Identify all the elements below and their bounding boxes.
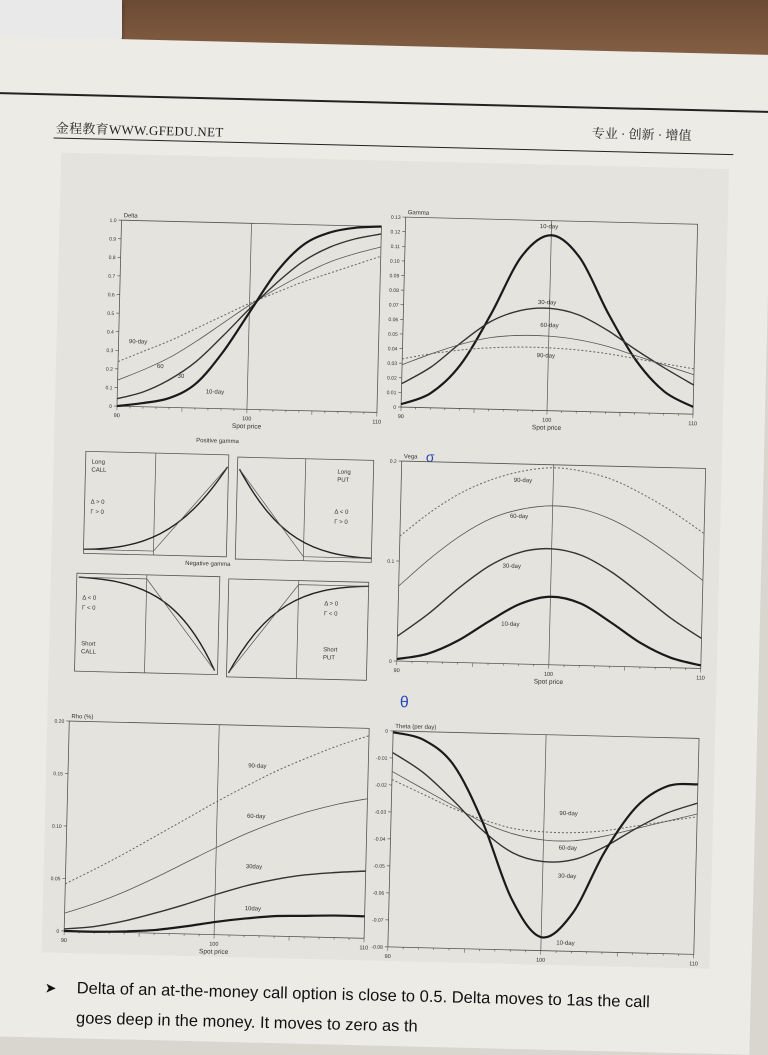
rho-ytick-label: 0.20 [54, 719, 64, 725]
vega-chart-title: Vega [404, 454, 418, 460]
rho-ytick-label: 0.15 [53, 771, 63, 777]
delta-chart-title: Delta [124, 213, 139, 219]
delta-ytick-label: 1.0 [109, 218, 116, 224]
negative-gamma-title: Negative gamma [185, 561, 231, 568]
gamma-xtick-label: 100 [542, 418, 551, 424]
book-page [0, 36, 768, 1055]
gamma-series-label: 30-day [538, 300, 557, 306]
theta-annotation: θ [400, 694, 409, 711]
header-slogan: 专业 · 创新 · 增值 [592, 123, 692, 144]
delta-xtick-label: 110 [372, 419, 381, 425]
payoff-frame-short-call [75, 573, 220, 674]
payoff-strike-long-put [303, 459, 305, 561]
gamma-atm-line [547, 221, 552, 411]
delta-ytick-label: 0 [109, 404, 112, 410]
header-rule-top [0, 92, 768, 113]
payoff-sign-short-put-1: Δ > 0 [324, 601, 339, 607]
gamma-ytick-label: 0.12 [391, 229, 401, 235]
payoff-sign-long-call-2: Γ > 0 [90, 509, 104, 515]
theta-chart [371, 724, 704, 969]
delta-xtick-label: 100 [242, 416, 251, 422]
delta-chart [105, 213, 386, 434]
payoff-strike-short-call [144, 575, 146, 673]
delta-series-label: 60 [157, 364, 164, 370]
delta-ytick-label: 0.9 [109, 236, 116, 242]
theta-atm-line [541, 735, 546, 951]
rho-xaxis-label: Spot price [199, 948, 229, 956]
theta-ytick-label: -0.06 [373, 891, 385, 897]
vega-xtick-label: 100 [544, 672, 553, 678]
rho-series-label: 60-day [247, 814, 266, 820]
theta-ytick-label: -0.08 [371, 944, 383, 950]
theta-series-label: 60-day [559, 846, 578, 852]
vega-ytick-label: 0.1 [387, 559, 394, 565]
theta-ytick-label: -0.04 [374, 837, 386, 843]
payoff-curve-short-call [77, 577, 217, 670]
positive-gamma-title: Positive gamma [196, 438, 239, 445]
gamma-ytick-label: 0.06 [388, 317, 398, 323]
gamma-chart [386, 210, 702, 436]
bullet-line-1: Delta of an at-the-money call option is close to 0.5. Delta moves to 1as the call [76, 973, 735, 1019]
delta-xaxis-label: Spot price [232, 423, 262, 431]
payoff-label-short-call-1: Short [81, 641, 96, 647]
gamma-xtick-label: 90 [398, 414, 404, 420]
theta-ytick-label: -0.02 [375, 783, 387, 789]
payoff-label-short-put-1: Short [323, 647, 338, 653]
payoff-diagrams [74, 435, 374, 680]
theta-ytick-label: -0.05 [373, 864, 385, 870]
vega-atm-line [549, 465, 554, 665]
payoff-sign-long-put-2: Γ > 0 [334, 519, 348, 525]
theta-xtick-label: 90 [384, 954, 390, 960]
vega-xaxis-label: Spot price [534, 678, 564, 686]
payoff-sign-long-put-1: Δ < 0 [334, 509, 349, 515]
delta-ytick-label: 0.1 [105, 385, 112, 391]
rho-series-label: 10day [245, 906, 262, 912]
vega-xtick-label: 90 [393, 668, 399, 674]
vega-series-label: 90-day [514, 478, 533, 484]
rho-xtick-label: 100 [209, 942, 218, 948]
theta-series-label: 10-day [556, 941, 575, 947]
gamma-series-label: 90-day [537, 353, 556, 359]
vega-xtick-label: 110 [696, 675, 705, 681]
gamma-ytick-label: 0.10 [390, 259, 400, 265]
gamma-ytick-label: 0.02 [387, 375, 397, 381]
delta-xtick-label: 90 [114, 413, 120, 419]
delta-ytick-label: 0.6 [108, 292, 115, 298]
rho-ytick-label: 0.10 [52, 824, 62, 830]
payoff-sign-short-call-2: Γ < 0 [82, 605, 96, 611]
gamma-chart-title: Gamma [408, 210, 430, 217]
payoff-label-short-put-2: PUT [323, 655, 335, 661]
vega-series-label: 10-day [501, 622, 520, 628]
delta-ytick-label: 0.2 [106, 367, 113, 373]
vega-ytick-label: 0 [389, 659, 392, 665]
vega-series-label: 30-day [502, 564, 521, 570]
delta-ytick-label: 0.4 [107, 329, 114, 335]
rho-xtick-label: 110 [359, 945, 368, 951]
payoff-strike-long-call [153, 453, 155, 555]
rho-chart-title: Rho (%) [71, 714, 93, 721]
bullet-paragraph [44, 973, 735, 1050]
payoff-strike-short-put [296, 581, 298, 679]
gamma-ytick-label: 0.11 [391, 244, 401, 250]
theta-series-label: 90-day [559, 811, 578, 817]
delta-ytick-label: 0.3 [106, 348, 113, 354]
payoff-sign-short-call-1: Δ < 0 [82, 595, 97, 601]
header-site: 金程教育WWW.GFEDU.NET [56, 118, 224, 141]
gamma-ytick-label: 0.01 [387, 390, 397, 396]
rho-atm-line [214, 725, 219, 935]
gamma-xaxis-label: Spot price [532, 424, 562, 432]
gamma-ytick-label: 0.03 [387, 361, 397, 367]
gamma-xtick-label: 110 [688, 421, 697, 427]
payoff-label-long-call-1: Long [92, 460, 106, 466]
figure-panel [42, 153, 729, 969]
bullet-arrow-icon: ➤ [44, 973, 56, 1003]
theta-xtick-label: 110 [689, 961, 698, 967]
theta-series-label: 30-day [558, 874, 577, 880]
gamma-ytick-label: 0.05 [388, 332, 398, 338]
theta-ytick-label: -0.01 [376, 756, 388, 762]
gamma-series-label: 10-day [540, 224, 559, 230]
gamma-ytick-label: 0.13 [391, 215, 401, 221]
gamma-ytick-label: 0.04 [388, 346, 398, 352]
bullet-line-2: goes deep in the money. It moves to zero as th [76, 1003, 735, 1049]
delta-series-label: 10-day [206, 389, 225, 395]
theta-ytick-label: -0.07 [372, 918, 384, 924]
rho-ytick-label: 0.05 [51, 876, 61, 882]
payoff-label-short-call-2: CALL [81, 649, 97, 655]
theta-ytick-label: 0 [385, 729, 388, 735]
delta-ytick-label: 0.7 [108, 274, 115, 280]
vega-annotation: σ [426, 449, 435, 465]
payoff-label-long-put-b: PUT [337, 478, 349, 484]
rho-ytick-label: 0 [56, 929, 59, 935]
gamma-series-label: 60-day [540, 323, 559, 329]
delta-series-label: 30 [177, 374, 184, 380]
rho-series-label: 90-day [248, 763, 267, 769]
vega-ytick-label: 0.2 [390, 459, 397, 465]
delta-ytick-label: 0.5 [107, 311, 114, 317]
payoff-sign-short-put-2: Γ < 0 [324, 611, 338, 617]
rho-chart [49, 714, 374, 960]
rho-series-label: 30day [246, 864, 263, 870]
vega-chart [384, 454, 710, 690]
payoff-label-long-call-2: CALL [91, 468, 107, 474]
theta-ytick-label: -0.03 [375, 810, 387, 816]
gamma-ytick-label: 0.08 [389, 288, 399, 294]
vega-series-label: 60-day [510, 514, 529, 520]
gamma-ytick-label: 0.09 [389, 273, 399, 279]
theta-chart-title: Theta (per day) [395, 724, 436, 731]
delta-series-label: 90-day [129, 339, 148, 345]
theta-xaxis-label: Spot price [526, 964, 556, 968]
payoff-sign-long-call-1: Δ > 0 [91, 500, 106, 506]
delta-ytick-label: 0.8 [109, 255, 116, 261]
rho-xtick-label: 90 [61, 938, 67, 944]
gamma-ytick-label: 0 [393, 405, 396, 411]
payoff-label-long-put-a: Long [337, 470, 351, 476]
gamma-ytick-label: 0.07 [389, 302, 399, 308]
theta-xtick-label: 100 [536, 958, 545, 964]
greeks-figure [42, 153, 729, 969]
